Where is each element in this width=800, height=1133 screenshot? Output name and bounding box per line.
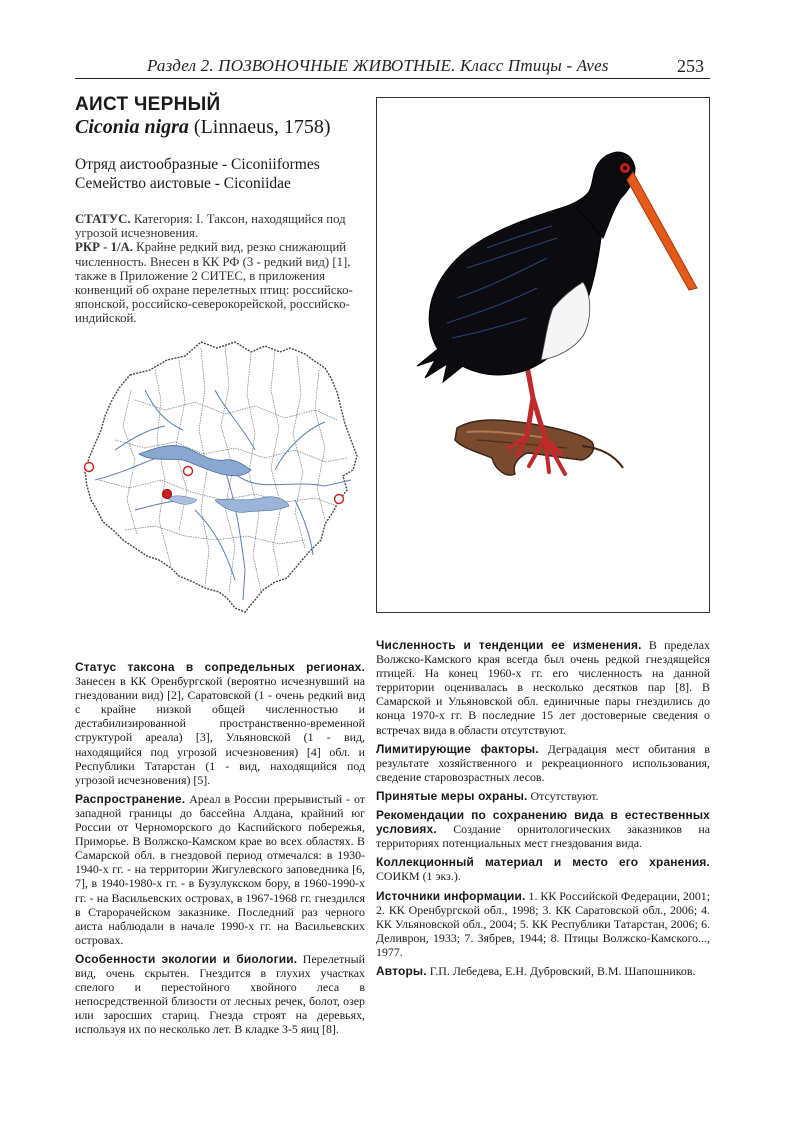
right-column [376,638,710,983]
section-text: Создание орнитологических заказников на территориях потенциальных мест гнездования вида. [376,822,710,851]
section-text: СОИКМ (1 экз.). [376,869,461,884]
rkr-text: Крайне редкий вид, резко снижающий численность. Внесен в КК РФ (3 - редкий вид) [1], также в Приложение 2 СИТЕС, в приложения конвенций об охране перелетных птиц: российско-японской, российско-северокорейской, российско-индийской. [75,240,353,326]
section-sources [376,889,710,959]
section-collection [376,855,710,883]
black-stork-illustration [376,97,710,613]
section-limiting-factors [376,742,710,784]
species-title: АИСТ ЧЕРНЫЙ [75,94,221,115]
section-abundance [376,638,710,737]
region-map-icon [75,330,365,620]
section-text: В пределах Волжско-Камского края всегда был очень редкой гнездящейся птицей. На конец 1960-х гг. его численность на данной территории оценивалась в несколько десятков пар [8]. В Самарской и Ульяновской обл. единичные пары гнездились до конца 1970-х гг. В последние 15 лет достоверные сведения о встречах вида в области отсутствуют. [376,638,710,737]
section-heading: Численность и тенденции ее изменения. [376,638,642,652]
page-number: 253 [677,56,704,76]
section-heading: Рекомендации по сохранению вида в естественных условиях. [376,808,710,837]
status-label: СТАТУС. [75,212,131,226]
section-text: 1. КК Российской Федерации, 2001; 2. КК Оренбургской обл., 1998; 3. КК Саратовской обл., 2006; 4. КК Ульяновской обл., 2004; 5. КК Республики Татарстан, 2006; 6. Деливрон, 1933; 7. Зябрев, 1944; 8. Птицы Волжско-Камского..., 1977. [376,888,711,959]
section-heading: Особенности экологии и биологии. [75,951,298,966]
latin-author: (Linnaeus, 1758) [193,116,331,138]
map-marker-open [85,463,94,472]
taxonomy-family: Семейство аистовые - Ciconiidae [75,175,291,192]
running-title: Раздел 2. ПОЗВОНОЧНЫЕ ЖИВОТНЫЕ. Класс Птицы - Aves [147,56,609,75]
section-heading: Источники информации. [376,888,526,903]
rkr-label: РКР - 1/А. [75,240,133,255]
section-neighbors [75,660,365,787]
map-marker-filled [162,489,171,498]
section-text: Перелетный вид, очень скрытен. Гнездится в глухих участках спелого и перестойного хвойного леса в непосредственной близости от лесных речек, болот, озер или заросших стариц. Гнезда строят на деревьях, используя их по несколько лет. В кладке 3-5 яиц [8]. [75,951,365,1037]
section-heading: Принятые меры охраны. [376,788,528,803]
section-protection [376,789,710,803]
section-text: Деградация мест обитания в результате хозяйственного и рекреационного использования, сведение старовозрастных лесов. [376,741,710,784]
section-text: Г.П. Лебедева, Е.Н. Дубровский, В.М. Шапошников. [429,963,696,978]
map-region-outline [85,342,357,612]
status-text: Категория: I. Таксон, находящийся под угрозой исчезновения. [75,212,346,241]
section-text: Занесен в КК Оренбургской (вероятно исчезнувший на гнездовании вид) [2], Саратовской (1 - очень редкий вид с крайне низкой общей численностью и дестабилизированной пространственно-временной структурой ареала) [3], Ульяновской (1 - вид, находящийся под угрозой исчезновения) [4] обл. и Республики Татарстан (1 - вид, находящийся под угрозой исчезновения) [5]. [75,674,365,787]
section-text: Отсутствуют. [530,788,599,803]
map-marker-open [184,467,193,476]
section-recommendations [376,808,710,850]
latin-name [75,116,331,139]
section-heading: Лимитирующие факторы. [376,741,539,756]
section-distribution [75,792,365,947]
section-ecology [75,952,365,1037]
section-heading: Распространение. [75,791,186,806]
section-text: Ареал в России прерывистый - от западной границы до бассейна Алдана, крайний юг России от Черноморского до Каспийского побережья, Приморье. В Волжско-Камском крае во всех областях. В Самарской обл. в гнездовой период отмечался: в 1930-1940-х гг. - на территории Жигулевского заповедника [6, 7], в 1940-1980-х гг. - в Бузулукском бору, в 1960-1990-х гг. - на Васильевских островах, в 1967-1968 гг. гнездился в Старорачейском заказнике. Последний раз черного аиста наблюдали в начале 1990-х гг. на Васильевских островах. [75,791,365,947]
section-heading: Коллекционный материал и место его хранения. [376,855,710,870]
section-heading: Статус таксона в сопредельных регионах. [75,660,365,674]
left-column [75,660,365,1041]
map-marker-open [335,495,344,504]
section-authors [376,964,710,978]
latin-binomial: Ciconia nigra [75,116,189,138]
running-header [75,52,710,79]
taxonomy-order: Отряд аистообразные - Ciconiiformes [75,156,320,173]
section-heading: Авторы. [376,963,427,978]
status-block [75,212,365,326]
